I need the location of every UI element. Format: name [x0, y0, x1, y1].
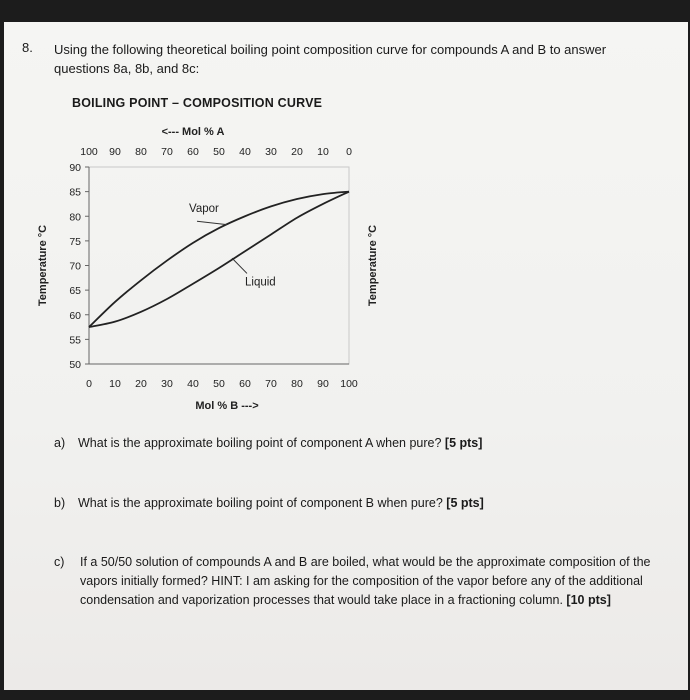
x-axis-label: Mol % B ---> — [195, 400, 259, 412]
y-tick-label: 75 — [69, 235, 81, 248]
x-tick-label: 50 — [213, 378, 225, 390]
question-c-letter: c) — [54, 555, 65, 569]
x-tick-label: 20 — [135, 378, 147, 390]
x-tick-label: 30 — [161, 378, 173, 390]
question-text: Using the following theoretical boiling point composition curve for compounds A and B to answer questions 8a, 8b, and 8c: — [54, 42, 607, 76]
x-tick-label: 40 — [187, 378, 199, 390]
question-b-text: What is the approximate boiling point of component B when pure? — [78, 496, 447, 510]
top-tick-label: 40 — [239, 146, 251, 158]
y-tick-label: 80 — [69, 211, 81, 224]
question-b-points: [5 pts] — [446, 496, 484, 510]
x-tick-label: 0 — [86, 378, 92, 390]
liquid-leader-line — [232, 258, 247, 273]
top-tick-label: 30 — [265, 146, 277, 158]
x-tick-label: 100 — [340, 378, 358, 390]
question-b — [54, 494, 484, 513]
question-c-text: If a 50/50 solution of compounds A and B are boiled, what would be the approximate composition of the vapors initially formed? HINT: I am asking for the composition of the vapor before any of the additional condensation and vaporization processes that would take place in a fractioning column. — [80, 555, 651, 607]
top-tick-label: 80 — [135, 146, 147, 158]
y-tick-label: 90 — [69, 162, 81, 174]
series-line-vapor — [89, 192, 349, 327]
y-axis-label-right: Temperature °C — [367, 224, 379, 307]
y-tick-label: 85 — [69, 186, 81, 199]
liquid-label: Liquid — [245, 276, 276, 289]
top-tick-label: 50 — [213, 146, 225, 158]
x-tick-label: 70 — [265, 378, 277, 390]
y-tick-label: 55 — [69, 334, 81, 347]
top-tick-label: 10 — [317, 146, 329, 158]
chart-title: BOILING POINT – COMPOSITION CURVE — [72, 96, 323, 110]
question-c — [54, 553, 664, 607]
x-tick-label: 90 — [317, 378, 329, 390]
vapor-leader-line — [197, 221, 227, 224]
y-tick-label: 65 — [69, 285, 81, 298]
series-line-liquid — [89, 192, 349, 327]
top-axis-label: <--- Mol % A — [161, 126, 225, 138]
y-tick-label: 50 — [69, 359, 81, 371]
question-number: 8. — [22, 40, 33, 55]
question-a-text: What is the approximate boiling point of component A when pure? — [78, 436, 445, 450]
y-tick-label: 60 — [69, 309, 81, 322]
top-tick-label: 90 — [109, 146, 121, 158]
x-tick-label: 60 — [239, 378, 251, 390]
question-a-points: [5 pts] — [444, 436, 483, 450]
top-tick-label: 20 — [291, 146, 303, 158]
top-tick-label: 60 — [187, 146, 199, 158]
y-tick-label: 70 — [69, 260, 81, 273]
top-tick-label: 70 — [161, 146, 173, 158]
question-a-letter: a) — [54, 436, 66, 450]
top-tick-label: 0 — [346, 146, 352, 158]
top-tick-label: 100 — [80, 146, 98, 158]
x-tick-label: 10 — [109, 378, 121, 390]
y-axis-label: Temperature °C — [37, 224, 49, 307]
question-c-points: [10 pts] — [566, 593, 611, 607]
question-a — [54, 434, 482, 453]
question-b-letter: b) — [54, 496, 66, 510]
vapor-label: Vapor — [189, 203, 219, 216]
x-tick-label: 80 — [291, 378, 303, 390]
